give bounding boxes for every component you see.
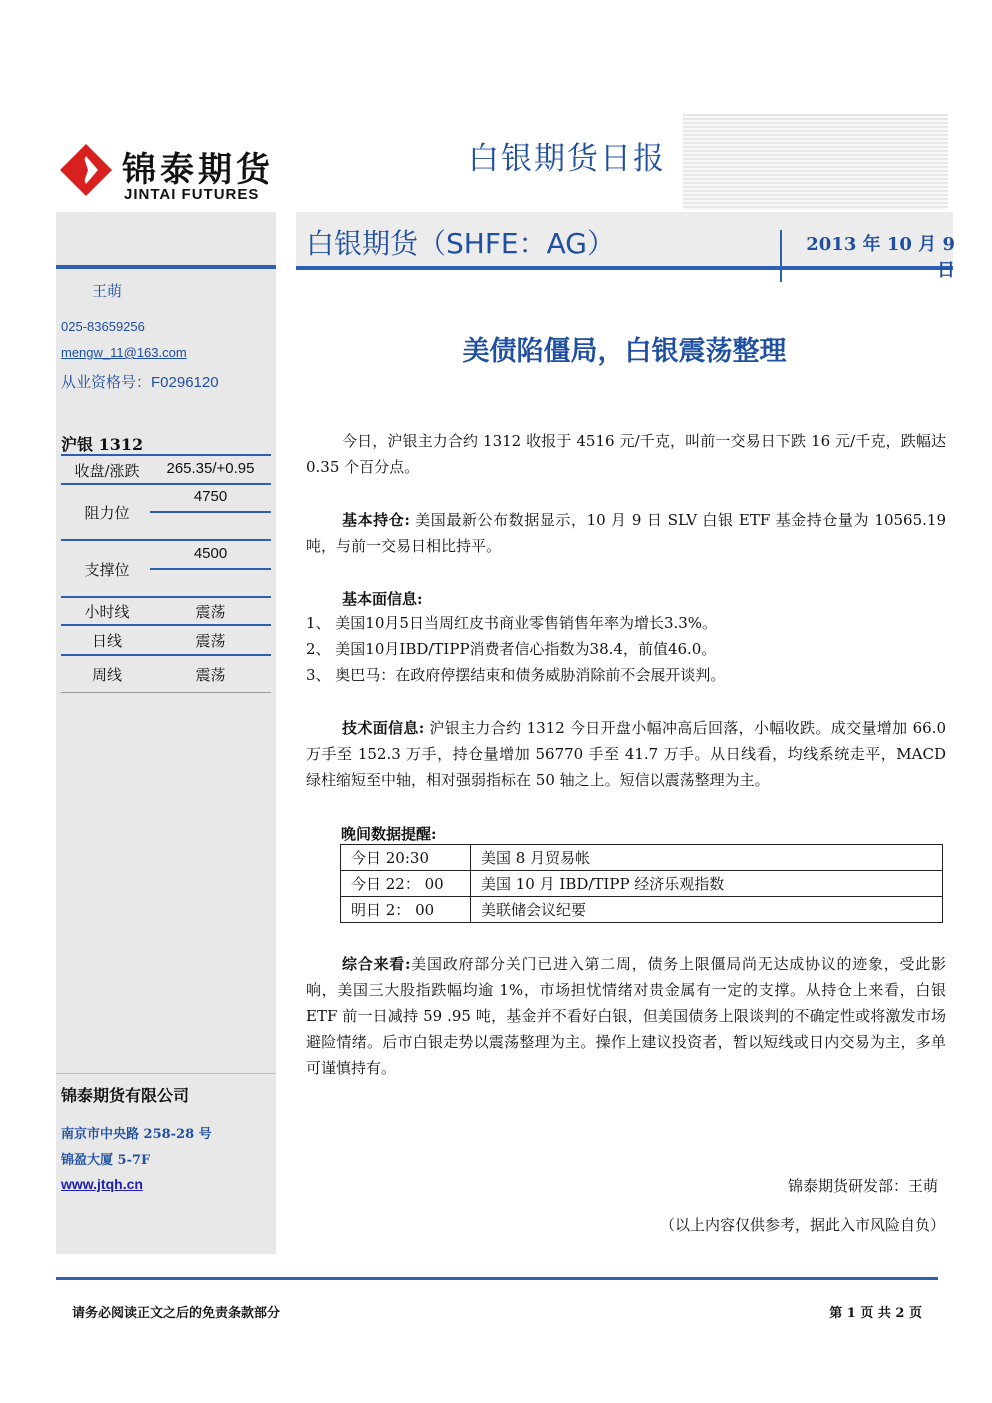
holdings-label: 基本持仓: bbox=[342, 511, 410, 529]
support-label: 支撑位 bbox=[84, 561, 130, 579]
company-address-line1: 南京市中央路 258-28 号 bbox=[61, 1127, 212, 1142]
schedule-time: 今日 20:30 bbox=[341, 845, 471, 871]
technical-text: 沪银主力合约 1312 今日开盘小幅冲高后回落，小幅收跌。成交量增加 66.0 万手至 152.3 万手，持仓量增加 56770 手至 41.7 万手。从日线看，均线系统走平，MACD 绿柱缩短至中轴，相对强弱指标在 50 轴之上。短信以震荡整理为主。 bbox=[306, 719, 946, 789]
schedule-time: 明日 2： 00 bbox=[341, 897, 471, 923]
company-website-link[interactable]: www.jtqh.cn bbox=[61, 1176, 143, 1192]
table-divider bbox=[150, 568, 271, 570]
table-row bbox=[341, 897, 943, 923]
logo-text-en: JINTAI FUTURES bbox=[124, 186, 260, 203]
report-date: 2013 年 10 月 9 日 bbox=[780, 230, 955, 282]
weekly-value: 震荡 bbox=[195, 666, 226, 684]
company-divider bbox=[56, 1073, 276, 1074]
table-divider bbox=[61, 692, 271, 693]
risk-note: （以上内容仅供参考，据此入市风险自负） bbox=[659, 1216, 945, 1234]
table-divider bbox=[61, 539, 271, 541]
holdings-paragraph bbox=[306, 507, 946, 559]
jintai-logo-icon bbox=[58, 142, 114, 198]
table-divider bbox=[61, 454, 271, 456]
summary-label: 综合来看: bbox=[342, 955, 411, 973]
hourly-value: 震荡 bbox=[195, 603, 226, 621]
analyst-email-link[interactable]: mengw_11@163.com bbox=[61, 345, 187, 360]
report-title: 白银期货日报 bbox=[468, 141, 666, 177]
analyst-phone: 025-83659256 bbox=[61, 319, 145, 334]
table-row bbox=[341, 871, 943, 897]
summary-text: 美国政府部分关门已进入第二周，债务上限僵局尚无达成协议的迹象，受此影响，美国三大股指跌幅均逾 1%，市场担忧情绪对贵金属有一定的支撑。从持仓上来看，白银 ETF 前一日减持 59 .95 吨，基金并不看好白银，但美国债务上限谈判的不确定性或将激发市场避险情绪。后市白银走势以震荡整理为主。操作上建议投资者，暂以短线或日内交易为主，多单可谨慎持有。 bbox=[306, 955, 946, 1077]
schedule-event: 美联储会议纪要 bbox=[471, 897, 943, 923]
daily-label: 日线 bbox=[91, 632, 122, 650]
company-name: 锦泰期货有限公司 bbox=[61, 1086, 190, 1105]
table-divider bbox=[61, 483, 271, 485]
evening-schedule-table bbox=[340, 844, 943, 923]
company-address-line2: 锦盈大厦 5-7F bbox=[61, 1153, 151, 1168]
author-signature: 锦泰期货研发部：王萌 bbox=[787, 1177, 938, 1195]
technical-paragraph bbox=[306, 715, 946, 793]
page-number: 第 1 页 共 2 页 bbox=[829, 1306, 922, 1321]
logo-text-cn: 锦泰期货 bbox=[122, 150, 274, 190]
footer-divider bbox=[56, 1277, 938, 1280]
analyst-name: 王萌 bbox=[92, 283, 123, 300]
article-headline: 美债陷僵局，白银震荡整理 bbox=[462, 336, 787, 367]
license-number: 从业资格号：F0296120 bbox=[61, 374, 219, 391]
support-value: 4500 bbox=[193, 545, 228, 562]
technical-label: 技术面信息: bbox=[342, 719, 425, 737]
close-value: 265.35/+0.95 bbox=[166, 460, 255, 477]
fundamentals-item: 3、 奥巴马：在政府停摆结束和债务威胁消除前不会展开谈判。 bbox=[306, 666, 726, 684]
daily-value: 震荡 bbox=[195, 632, 226, 650]
table-divider bbox=[150, 511, 271, 513]
schedule-time: 今日 22： 00 bbox=[341, 871, 471, 897]
intro-paragraph: 今日，沪银主力合约 1312 收报于 4516 元/千克，叫前一交易日下跌 16 元/千克，跌幅达 0.35 个百分点。 bbox=[306, 432, 946, 476]
fundamentals-label: 基本面信息: bbox=[342, 590, 423, 608]
table-divider bbox=[61, 654, 271, 656]
product-title: 白银期货（SHFE：AG） bbox=[306, 227, 615, 260]
schedule-event: 美国 8 月贸易帐 bbox=[471, 845, 943, 871]
evening-data-label: 晚间数据提醒: bbox=[341, 825, 437, 843]
table-divider bbox=[61, 596, 271, 598]
resistance-value: 4750 bbox=[193, 488, 228, 505]
summary-paragraph bbox=[306, 951, 946, 1081]
table-row bbox=[341, 845, 943, 871]
fundamentals-item: 2、 美国10月IBD/TIPP消费者信心指数为38.4，前值46.0。 bbox=[306, 640, 717, 658]
fundamentals-item: 1、 美国10月5日当周红皮书商业零售销售年率为增长3.3%。 bbox=[306, 614, 718, 632]
holdings-text: 美国最新公布数据显示，10 月 9 日 SLV 白银 ETF 基金持仓量为 10565.19 吨，与前一交易日相比持平。 bbox=[306, 511, 946, 555]
weekly-label: 周线 bbox=[91, 666, 122, 684]
hourly-label: 小时线 bbox=[84, 603, 130, 621]
contract-name: 沪银 1312 bbox=[61, 435, 144, 454]
schedule-event: 美国 10 月 IBD/TIPP 经济乐观指数 bbox=[471, 871, 943, 897]
footer-disclaimer: 请务必阅读正文之后的免责条款部分 bbox=[72, 1306, 281, 1321]
title-decoration bbox=[683, 114, 948, 210]
resistance-label: 阻力位 bbox=[84, 504, 130, 522]
sidebar-top-divider bbox=[56, 265, 276, 269]
close-label: 收盘/涨跌 bbox=[74, 462, 140, 480]
table-divider bbox=[61, 624, 271, 626]
